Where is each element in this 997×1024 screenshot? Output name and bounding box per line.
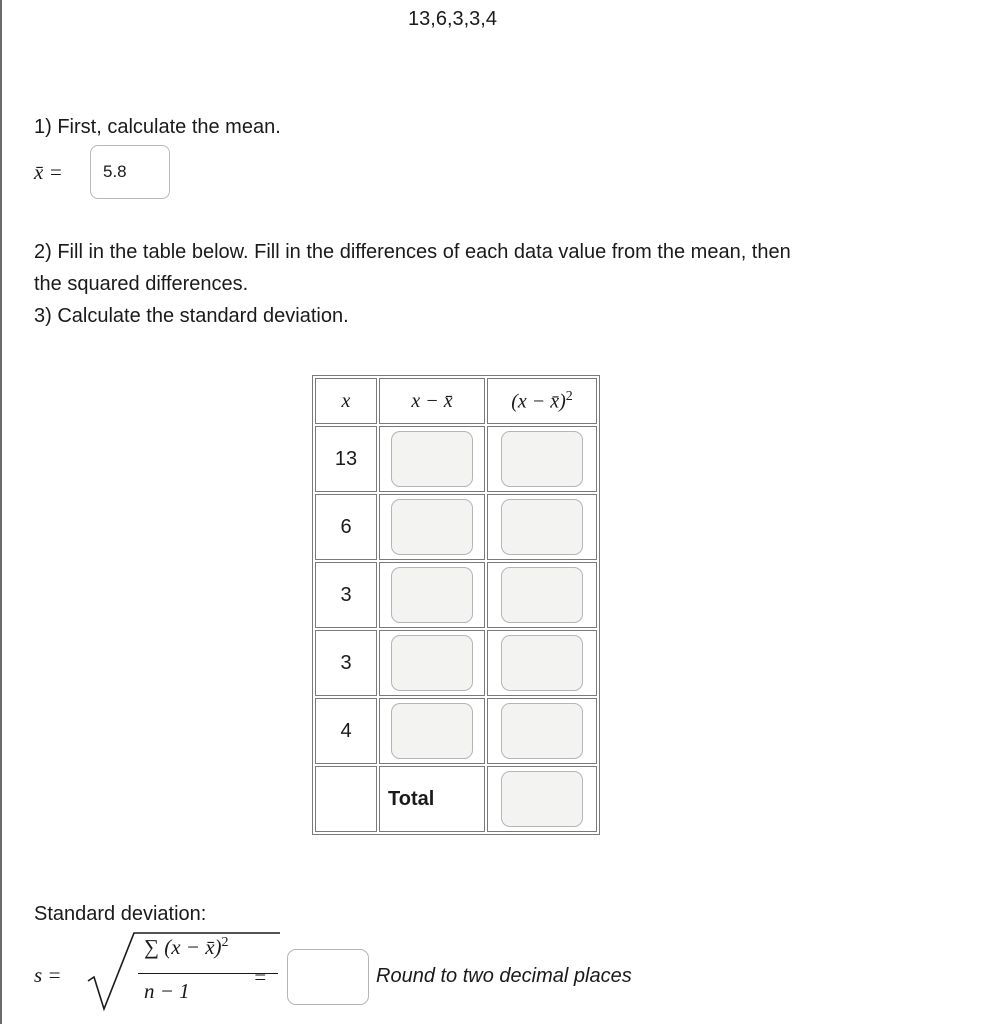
deviation-table xyxy=(312,375,600,835)
header-x: x xyxy=(315,378,377,424)
table-row xyxy=(315,426,597,492)
total-label: Total xyxy=(379,766,485,832)
formula-denominator: n − 1 xyxy=(144,979,190,1003)
squared-input-3[interactable] xyxy=(501,567,583,623)
dataset-values: 13,6,3,3,4 xyxy=(408,8,497,30)
table-total-row xyxy=(315,766,597,832)
formula-numerator xyxy=(144,935,229,960)
table-row xyxy=(315,494,597,560)
s-symbol: s = xyxy=(34,963,62,987)
std-dev-formula xyxy=(34,925,734,1015)
instruction-line-2: the squared differences. xyxy=(34,273,249,295)
deviation-input-5[interactable] xyxy=(391,703,473,759)
squared-input-1[interactable] xyxy=(501,431,583,487)
instructions xyxy=(34,236,884,332)
std-dev-input[interactable] xyxy=(287,949,369,1005)
mean-input[interactable]: 5.8 xyxy=(90,145,170,199)
deviation-input-2[interactable] xyxy=(391,499,473,555)
instruction-line-1: 2) Fill in the table below. Fill in the differences of each data value from the mean, then xyxy=(34,241,791,263)
header-squared-deviation xyxy=(487,378,597,424)
squared-input-2[interactable] xyxy=(501,499,583,555)
round-note: Round to two decimal places xyxy=(376,965,632,987)
row-value: 6 xyxy=(315,494,377,560)
deviation-input-4[interactable] xyxy=(391,635,473,691)
row-value: 3 xyxy=(315,562,377,628)
mean-row xyxy=(34,144,170,200)
equals-sign: = xyxy=(253,965,268,989)
total-squared-input[interactable] xyxy=(501,771,583,827)
instruction-line-3: 3) Calculate the standard deviation. xyxy=(34,305,349,327)
deviation-input-1[interactable] xyxy=(391,431,473,487)
row-value: 4 xyxy=(315,698,377,764)
header-deviation: x − x̄ xyxy=(379,378,485,424)
empty-cell xyxy=(315,766,377,832)
std-dev-label: Standard deviation: xyxy=(34,903,207,925)
table-row xyxy=(315,630,597,696)
table-row xyxy=(315,698,597,764)
table-header-row xyxy=(315,378,597,424)
row-value: 3 xyxy=(315,630,377,696)
squared-input-5[interactable] xyxy=(501,703,583,759)
step1-prompt: 1) First, calculate the mean. xyxy=(34,116,281,138)
header-exponent: 2 xyxy=(565,388,573,404)
squared-input-4[interactable] xyxy=(501,635,583,691)
numerator-text: ∑ (x − x̄) xyxy=(144,935,222,959)
mean-symbol: x̄ = xyxy=(34,159,63,184)
numerator-exponent: 2 xyxy=(221,935,229,950)
row-value: 13 xyxy=(315,426,377,492)
deviation-input-3[interactable] xyxy=(391,567,473,623)
header-squared-base: (x − x̄) xyxy=(511,390,566,413)
table-row xyxy=(315,562,597,628)
left-window-edge xyxy=(0,0,2,1024)
